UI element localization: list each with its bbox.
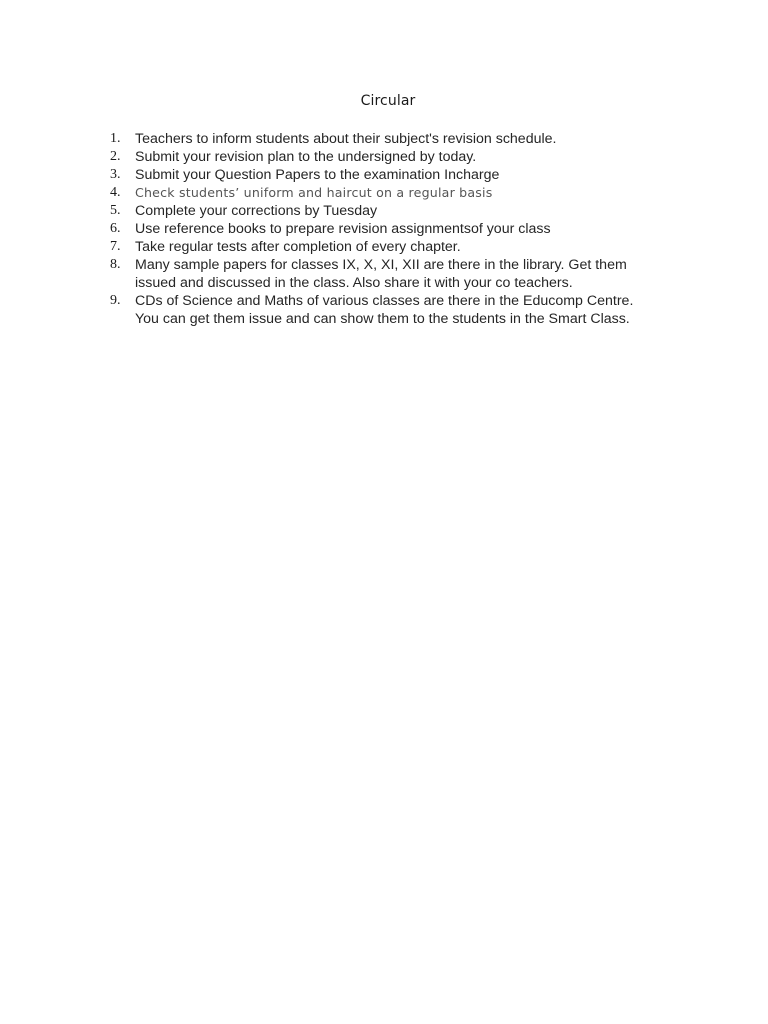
circular-list: [110, 130, 690, 328]
list-item: [110, 130, 690, 148]
item-text: Check students’ uniform and haircut on a regular basis: [135, 185, 493, 200]
item-text: Complete your corrections by Tuesday: [135, 203, 378, 219]
list-item: [110, 184, 690, 202]
item-number: 2.: [110, 149, 121, 164]
item-text: Teachers to inform students about their subject's revision schedule.: [135, 131, 557, 147]
item-number: 3.: [110, 167, 121, 182]
item-text: Submit your revision plan to the undersigned by today.: [135, 149, 477, 165]
item-text: Take regular tests after completion of every chapter.: [135, 239, 461, 255]
item-text: Use reference books to prepare revision assignmentsof your class: [135, 221, 551, 237]
item-number: 5.: [110, 203, 121, 218]
list-item: [110, 148, 690, 166]
item-number: 8.: [110, 257, 121, 272]
item-number: 9.: [110, 293, 121, 308]
item-text: Many sample papers for classes IX, X, XI, XII are there in the library. Get them issued and discussed in the class. Also share it with your co teachers.: [135, 257, 627, 291]
item-number: 4.: [110, 185, 121, 200]
item-number: 7.: [110, 239, 121, 254]
list-item: [110, 238, 690, 256]
item-text: Submit your Question Papers to the examination Incharge: [135, 167, 500, 183]
list-item: [110, 292, 690, 328]
list-item: [110, 202, 690, 220]
list-item: [110, 166, 690, 184]
page-title: Circular: [360, 93, 416, 109]
item-number: 6.: [110, 221, 121, 236]
item-number: 1.: [110, 131, 121, 146]
list-item: [110, 256, 690, 292]
item-text: CDs of Science and Maths of various classes are there in the Educomp Centre. You can get them issue and can show them to the students in the Smart Class.: [135, 293, 634, 327]
list-item: [110, 220, 690, 238]
